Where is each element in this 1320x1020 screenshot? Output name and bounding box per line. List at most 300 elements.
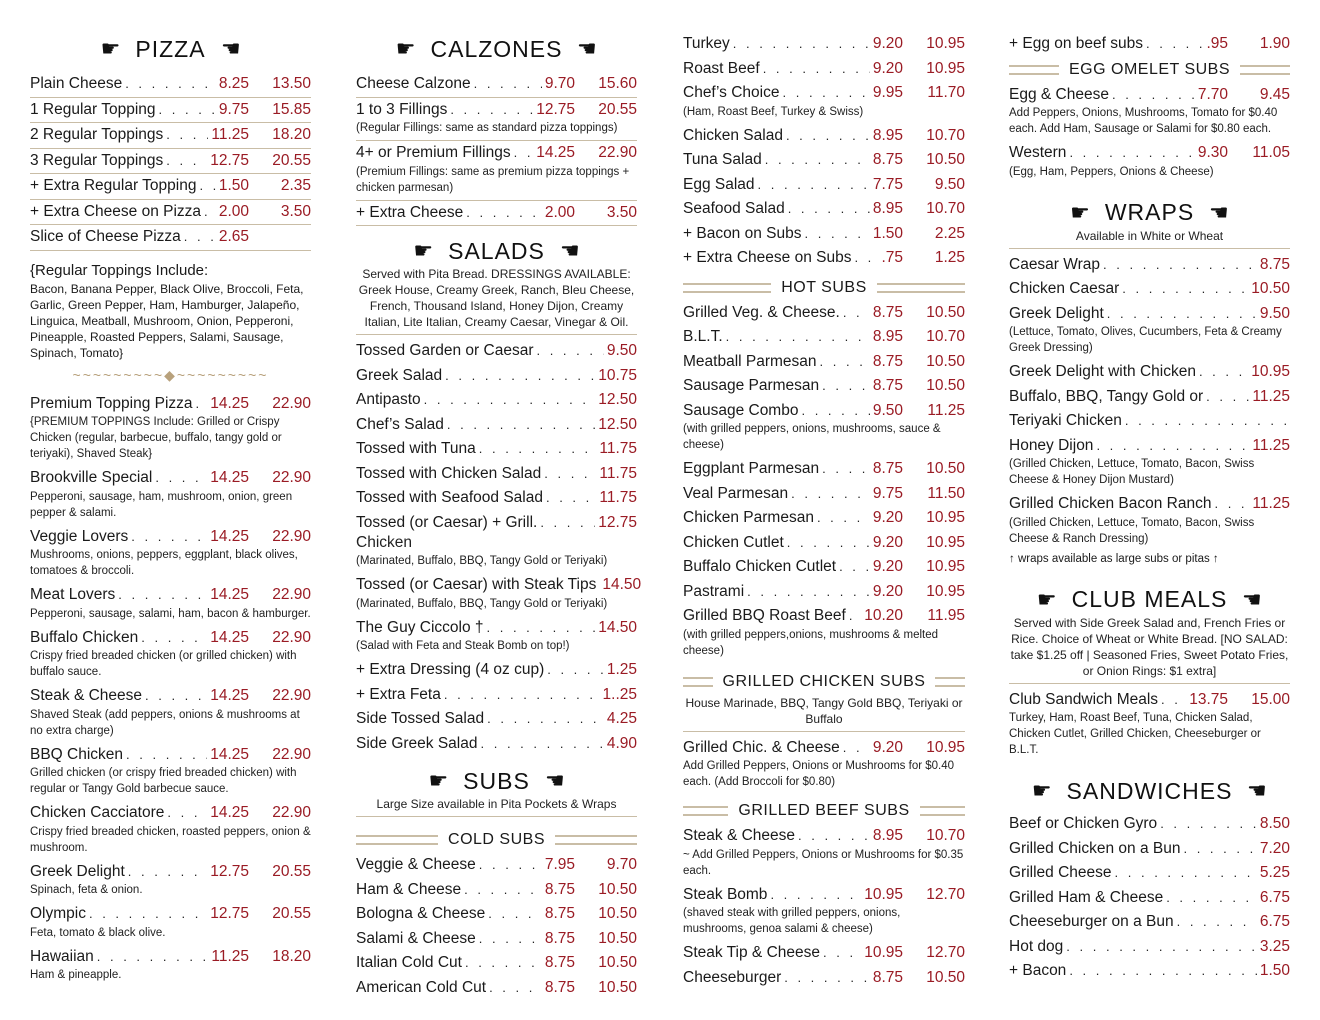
dot-leader	[479, 853, 542, 878]
item-price-small: 9.75	[218, 100, 249, 118]
item-name: Veggie Lovers	[30, 527, 129, 545]
dot-leader	[817, 506, 870, 531]
dot-leader	[481, 732, 604, 757]
menu-item-line	[356, 388, 637, 413]
item-description: (shaved steak with grilled peppers, onions, mushrooms, genoa salami & cheese)	[683, 907, 901, 935]
subs-column	[683, 0, 965, 990]
pointing-hand-icon: ☛	[395, 36, 417, 61]
item-price-large: 10.50	[926, 303, 965, 321]
menu-item	[30, 684, 311, 739]
menu-item-line	[683, 374, 965, 399]
menu-item-line	[683, 736, 965, 761]
menu-item-line	[1009, 83, 1290, 108]
menu-item	[30, 225, 311, 251]
item-price-large: 11.05	[1252, 144, 1290, 161]
menu-item-line	[683, 482, 965, 507]
menu-item	[30, 200, 311, 226]
item-price-large: 10.50	[926, 377, 965, 394]
menu-item	[30, 801, 311, 856]
menu-item-line	[1009, 277, 1290, 302]
menu-item	[683, 374, 965, 399]
divider-bar	[683, 283, 771, 293]
egg-on-beef-row	[1009, 32, 1290, 57]
menu-item-line	[356, 98, 637, 123]
item-name: Side Tossed Salad	[356, 710, 485, 727]
item-price-small: 14.25	[210, 394, 249, 412]
item-price-small: 14.25	[210, 469, 249, 486]
wraps-column	[1009, 0, 1290, 984]
item-price-large: 10.95	[926, 509, 965, 526]
menu-item-line	[30, 583, 311, 608]
item-name: Meatball Parmesan	[683, 352, 817, 370]
item-price-small: 8.75	[872, 352, 903, 370]
dot-leader	[126, 743, 207, 768]
item-price-large: 12.70	[926, 944, 965, 961]
dot-leader	[823, 941, 861, 966]
item-price-small: 14.25	[210, 586, 249, 603]
menu-item	[356, 902, 637, 927]
menu-item	[1009, 910, 1290, 935]
item-price: 11.75	[599, 464, 637, 482]
item-price-large: 20.55	[272, 862, 311, 880]
item-name: Caesar Wrap	[1009, 255, 1101, 273]
menu-item-line	[683, 883, 965, 908]
item-price-small: .95	[1206, 35, 1228, 52]
menu-item-line	[1009, 385, 1290, 410]
item-price-large: 18.20	[272, 947, 311, 965]
menu-item-line	[30, 626, 311, 651]
menu-item	[30, 945, 311, 984]
item-name: Salami & Cheese	[356, 929, 476, 947]
item-description: Mushrooms, onions, peppers, eggplant, black olives, tomatoes & broccoli.	[30, 549, 298, 577]
item-name: Western	[1009, 144, 1067, 161]
menu-item	[30, 525, 311, 580]
item-price-small: 2.00	[544, 203, 575, 221]
item-price-large: 15.00	[1251, 690, 1290, 708]
item-name: Tossed Garden or Caesar	[356, 342, 534, 359]
menu-item-line	[1009, 959, 1290, 984]
item-price-small: 7.75	[872, 175, 903, 193]
item-price: 6.75	[1259, 888, 1290, 906]
item-price: 1.25	[606, 661, 637, 678]
egg-omelet-list	[1009, 83, 1290, 180]
item-price-small: 8.95	[872, 328, 903, 345]
item-description: Add Grilled Peppers, Onions or Mushrooms for $0.40 each. (Add Broccoli for $0.80)	[683, 760, 955, 788]
item-price-small: 11.25	[211, 947, 249, 965]
item-price-small: 9.20	[872, 582, 903, 600]
menu-item	[683, 580, 965, 605]
menu-item	[30, 174, 311, 200]
item-price-small: 9.95	[872, 84, 903, 101]
item-name: 2 Regular Toppings	[30, 126, 164, 143]
item-price-small: 2.00	[218, 202, 249, 220]
item-name: Grilled Ham & Cheese	[1009, 888, 1164, 906]
menu-item-line	[683, 966, 965, 991]
menu-item-line	[683, 531, 965, 556]
item-price-small: 9.20	[872, 558, 903, 575]
item-name: Chicken Cutlet	[683, 533, 784, 551]
item-name: Chicken Parmesan	[683, 509, 814, 526]
dot-leader	[166, 123, 208, 148]
menu-item	[356, 732, 637, 757]
menu-item-line	[356, 616, 637, 641]
item-name: Hawaiian	[30, 947, 94, 965]
item-price-small: 7.70	[1197, 85, 1228, 103]
wraps-list	[1009, 253, 1290, 547]
item-description: Crispy fried breaded chicken, roasted peppers, onion & mushroom.	[30, 825, 311, 854]
menu-item-line	[30, 149, 311, 174]
item-price-small: 12.75	[536, 100, 575, 118]
menu-item-line	[30, 225, 311, 250]
menu-item-line	[30, 174, 311, 199]
dot-leader	[839, 555, 870, 580]
dot-leader	[1125, 409, 1287, 434]
dot-leader	[791, 482, 870, 507]
dot-leader	[546, 486, 596, 511]
item-name: Bologna & Cheese	[356, 905, 486, 922]
dot-leader	[547, 658, 604, 683]
item-name: 1 to 3 Fillings	[356, 100, 448, 118]
dot-leader	[1069, 141, 1194, 166]
dot-leader	[1107, 302, 1257, 327]
item-name: Greek Salad	[356, 366, 443, 384]
pointing-hand-icon: ☛	[1241, 586, 1263, 612]
item-name: Meat Lovers	[30, 586, 116, 603]
menu-item	[683, 399, 965, 454]
item-price-small: 8.75	[872, 968, 903, 986]
item-price-large: 22.90	[272, 687, 311, 704]
item-price: 4.90	[606, 734, 637, 752]
item-name: Grilled Chic. & Cheese	[683, 738, 840, 756]
item-price-large: 10.50	[926, 352, 965, 370]
item-name: Steak & Cheese	[30, 687, 143, 704]
divider-bar	[555, 835, 637, 845]
grilled-chicken-list	[683, 736, 965, 791]
menu-item-line	[1009, 434, 1290, 459]
menu-item	[1009, 861, 1290, 886]
menu-item	[356, 878, 637, 903]
item-description: Grilled chicken (or crispy fried breaded chicken) with regular or Tangy Gold barbecue sauce.	[30, 767, 297, 795]
dot-leader	[747, 580, 870, 605]
calzones-header	[356, 34, 637, 64]
calzones-title: CALZONES	[430, 35, 563, 62]
subs-title: SUBS	[463, 767, 530, 794]
item-name: Teriyaki Chicken	[1009, 412, 1122, 429]
menu-item-line	[356, 141, 637, 166]
item-price-small: 12.75	[210, 905, 249, 922]
dot-leader	[184, 225, 216, 250]
menu-item-line	[1009, 886, 1290, 911]
dot-leader	[97, 945, 209, 970]
menu-item	[1009, 959, 1290, 984]
item-name: Plain Cheese	[30, 75, 123, 92]
dot-leader	[787, 531, 870, 556]
item-price-small: 8.75	[872, 303, 903, 321]
item-price-large: 18.20	[272, 126, 311, 143]
hot-subs-title: HOT SUBS	[781, 278, 867, 296]
item-name: Greek Delight	[1009, 304, 1104, 322]
item-price-large: 9.70	[606, 856, 637, 873]
menu-item-line	[356, 413, 637, 438]
item-description: (with grilled peppers,onions, mushrooms & melted cheese)	[683, 628, 939, 657]
dot-leader	[1206, 385, 1249, 410]
item-name: Greek Delight with Chicken	[1009, 363, 1196, 380]
item-price-large: 20.55	[272, 151, 311, 169]
menu-item	[683, 531, 965, 556]
menu-item-line	[30, 684, 311, 709]
item-description: (Grilled Chicken, Lettuce, Tomato, Bacon, Swiss Cheese & Ranch Dressing)	[1009, 516, 1255, 545]
item-name: Cheeseburger on a Bun	[1009, 913, 1174, 930]
item-price-small: 9.30	[1197, 144, 1228, 161]
item-name: + Bacon	[1009, 962, 1067, 979]
ornament-divider: ~~~~~~~~~◆~~~~~~~~~	[72, 366, 269, 383]
item-name: Grilled BBQ Roast Beef	[683, 607, 846, 624]
dot-leader	[479, 927, 542, 952]
item-price-large: 10.95	[926, 533, 965, 551]
wraps-note: Available in White or Wheat	[1009, 228, 1290, 249]
dot-leader	[1161, 688, 1186, 713]
item-price-small: 14.25	[210, 745, 249, 763]
item-name: Olympic	[30, 905, 86, 922]
menu-item-line	[356, 364, 637, 389]
item-price: 3.25	[1259, 937, 1290, 955]
item-name: 4+ or Premium Fillings	[356, 144, 511, 161]
item-name: Buffalo Chicken Cutlet	[683, 558, 837, 575]
pointing-hand-icon: ☛	[413, 238, 435, 263]
pointing-hand-icon: ☛	[1208, 199, 1229, 225]
menu-item-line	[683, 246, 965, 271]
item-name: Premium Topping Pizza	[30, 394, 193, 412]
menu-item-line	[1009, 688, 1290, 713]
dot-leader	[465, 951, 542, 976]
dot-leader	[447, 413, 595, 438]
item-name: Steak Tip & Cheese	[683, 944, 820, 961]
dot-leader	[1069, 959, 1257, 984]
dot-leader	[128, 860, 207, 885]
menu-item	[30, 392, 311, 463]
dot-leader	[1066, 935, 1257, 960]
item-description: (Grilled Chicken, Lettuce, Tomato, Bacon, Swiss Cheese & Honey Dijon Mustard)	[1009, 458, 1255, 486]
item-price-large: 10.95	[926, 582, 965, 600]
item-price-large: 11.50	[927, 484, 965, 502]
item-description: (Ham, Roast Beef, Turkey & Swiss)	[683, 105, 864, 118]
item-price-small: 8.95	[872, 200, 903, 217]
dot-leader	[479, 437, 597, 462]
item-name: + Extra Dressing (4 oz cup)	[356, 661, 545, 678]
menu-item	[356, 927, 637, 952]
menu-item	[356, 951, 637, 976]
item-name: Steak & Cheese	[683, 827, 796, 844]
item-price-large: 22.90	[272, 394, 311, 412]
menu-item-line	[30, 392, 311, 417]
item-description: Ham & pineapple.	[30, 969, 122, 981]
menu-item-line	[1009, 32, 1290, 57]
cold-subs-list	[356, 853, 637, 1000]
dot-leader	[89, 902, 207, 927]
grilled-beef-subs-header	[683, 798, 965, 824]
item-price-large: 20.55	[598, 100, 637, 118]
item-description: ~ Add Grilled Peppers, Onions or Mushrooms for $0.35 each.	[683, 848, 964, 877]
specialty-pizza-list	[30, 392, 311, 984]
item-price-large: 22.90	[272, 527, 311, 545]
item-description: Chicken	[356, 534, 412, 551]
item-price-small: 1.50	[872, 224, 903, 242]
hot-subs-header	[683, 275, 965, 301]
item-name: + Egg on beef subs	[1009, 35, 1144, 52]
dot-leader	[849, 604, 861, 629]
menu-item	[1009, 302, 1290, 357]
item-price-large: 10.70	[926, 328, 965, 345]
cold-subs-title: COLD SUBS	[448, 831, 545, 848]
dot-leader	[1146, 32, 1203, 57]
grilled-beef-title: GRILLED BEEF SUBS	[738, 802, 910, 819]
item-name: Cheese Calzone	[356, 75, 471, 92]
wraps-title: WRAPS	[1104, 199, 1195, 225]
pointing-hand-icon: ☛	[558, 238, 580, 263]
item-description: (Salad with Feta and Steak Bomb on top!)	[356, 640, 570, 652]
item-price-small: 14.25	[210, 804, 249, 821]
menu-item	[1009, 492, 1290, 547]
item-price-small: 9.20	[872, 59, 903, 77]
item-name: Italian Cold Cut	[356, 954, 462, 971]
menu-item	[30, 72, 311, 98]
item-name: Steak Bomb	[683, 885, 768, 903]
dot-leader	[166, 149, 207, 174]
menu-item-line	[356, 878, 637, 903]
item-description: (Egg, Ham, Peppers, Onions & Cheese)	[1009, 165, 1214, 178]
dot-leader	[822, 374, 870, 399]
dot-leader	[145, 684, 207, 709]
item-price-large: 10.70	[926, 827, 965, 844]
menu-item-line	[30, 801, 311, 826]
menu-item-line	[30, 902, 311, 927]
dot-leader	[159, 98, 216, 123]
menu-item	[30, 583, 311, 622]
menu-item-line	[683, 399, 965, 424]
item-price-large: 11.95	[927, 607, 965, 624]
item-name: + Bacon on Subs	[683, 224, 802, 242]
menu-item-line	[683, 350, 965, 375]
item-price: 10.50	[1251, 280, 1290, 297]
dot-leader	[466, 201, 542, 226]
item-name: Chicken Cacciatore	[30, 804, 165, 821]
item-name: Slice of Cheese Pizza	[30, 228, 181, 245]
menu-item	[683, 604, 965, 659]
item-price-large: 12.70	[926, 885, 965, 903]
item-name: + Extra Cheese	[356, 203, 464, 221]
menu-item	[356, 201, 637, 227]
menu-item-line	[683, 148, 965, 173]
menu-item	[30, 626, 311, 681]
item-price-small: 9.20	[872, 509, 903, 526]
item-price-small: 13.75	[1189, 690, 1228, 708]
item-price: 11.25	[1252, 387, 1290, 405]
menu-item	[356, 573, 642, 612]
dot-leader	[540, 511, 595, 536]
item-price: 8.50	[1259, 815, 1290, 832]
wraps-footer: ↑ wraps available as large subs or pitas ↑	[1009, 552, 1219, 565]
menu-item-line	[1009, 837, 1290, 862]
dot-leader	[536, 339, 603, 364]
item-price-small: 12.75	[210, 151, 249, 169]
menu-item-line	[30, 98, 311, 123]
menu-item-line	[356, 339, 637, 364]
menu-item	[30, 98, 311, 124]
item-price-small: 10.20	[864, 607, 903, 624]
menu-item	[356, 339, 637, 364]
item-price-small: 9.75	[872, 484, 903, 502]
item-price-small: 8.25	[218, 75, 249, 92]
menu-item	[1009, 837, 1290, 862]
item-price: 7.20	[1259, 839, 1290, 857]
pointing-hand-icon: ☛	[1070, 199, 1091, 225]
menu-item	[683, 197, 965, 222]
menu-item	[683, 148, 965, 173]
item-name: Chef’s Choice	[683, 84, 780, 101]
menu-item	[683, 173, 965, 198]
menu-item-line	[1009, 253, 1290, 278]
item-price: 10.95	[1251, 363, 1290, 380]
item-description: {PREMIUM TOPPINGS Include: Grilled or Crispy Chicken (regular, barbecue, buffalo, tangy gold or teriyaki), Shaved Steak}	[30, 416, 282, 460]
dot-leader	[784, 966, 870, 991]
item-name: Antipasto	[356, 391, 421, 408]
item-name: + Extra Feta	[356, 685, 441, 703]
dot-leader	[788, 197, 870, 222]
item-price-large: 2.25	[934, 224, 965, 242]
menu-item	[1009, 141, 1290, 180]
item-price: 11.75	[599, 489, 637, 506]
menu-item-line	[356, 707, 637, 732]
item-price: 14.50	[602, 576, 642, 593]
item-name: Tossed with Seafood Salad	[356, 489, 543, 506]
menu-item-line	[30, 123, 311, 148]
dot-leader	[1115, 861, 1257, 886]
item-price-small: 9.20	[872, 533, 903, 551]
menu-item-line	[683, 81, 965, 106]
dot-leader	[450, 98, 533, 123]
menu-item	[683, 824, 965, 879]
menu-item	[683, 736, 965, 791]
dot-leader	[726, 325, 870, 350]
item-price-small: 9.20	[872, 738, 903, 756]
menu-item-line	[1009, 302, 1290, 327]
menu-item-line	[683, 57, 965, 82]
menu-item	[683, 555, 965, 580]
wraps-header	[1009, 198, 1290, 228]
item-price-large: 10.70	[926, 126, 965, 144]
item-price-large: 20.55	[272, 905, 311, 922]
item-name: Tossed with Tuna	[356, 440, 476, 457]
menu-item	[683, 506, 965, 531]
dot-leader	[801, 399, 869, 424]
regular-toppings	[30, 261, 311, 361]
dot-leader	[125, 72, 216, 97]
item-price-small: 14.25	[210, 628, 249, 646]
item-name: + Extra Cheese on Pizza	[30, 202, 202, 220]
item-price: 5.25	[1259, 864, 1290, 881]
item-price-small: 8.75	[544, 905, 575, 922]
menu-item-line	[30, 466, 311, 491]
item-name: Grilled Chicken Bacon Ranch	[1009, 495, 1212, 512]
dot-leader	[1177, 910, 1257, 935]
menu-item	[1009, 434, 1290, 489]
dot-leader	[487, 707, 604, 732]
item-price-small: 10.95	[864, 885, 903, 903]
dot-leader	[155, 466, 207, 491]
grilled-beef-list	[683, 824, 965, 990]
item-name: 1 Regular Topping	[30, 100, 156, 118]
dot-leader	[131, 525, 207, 550]
